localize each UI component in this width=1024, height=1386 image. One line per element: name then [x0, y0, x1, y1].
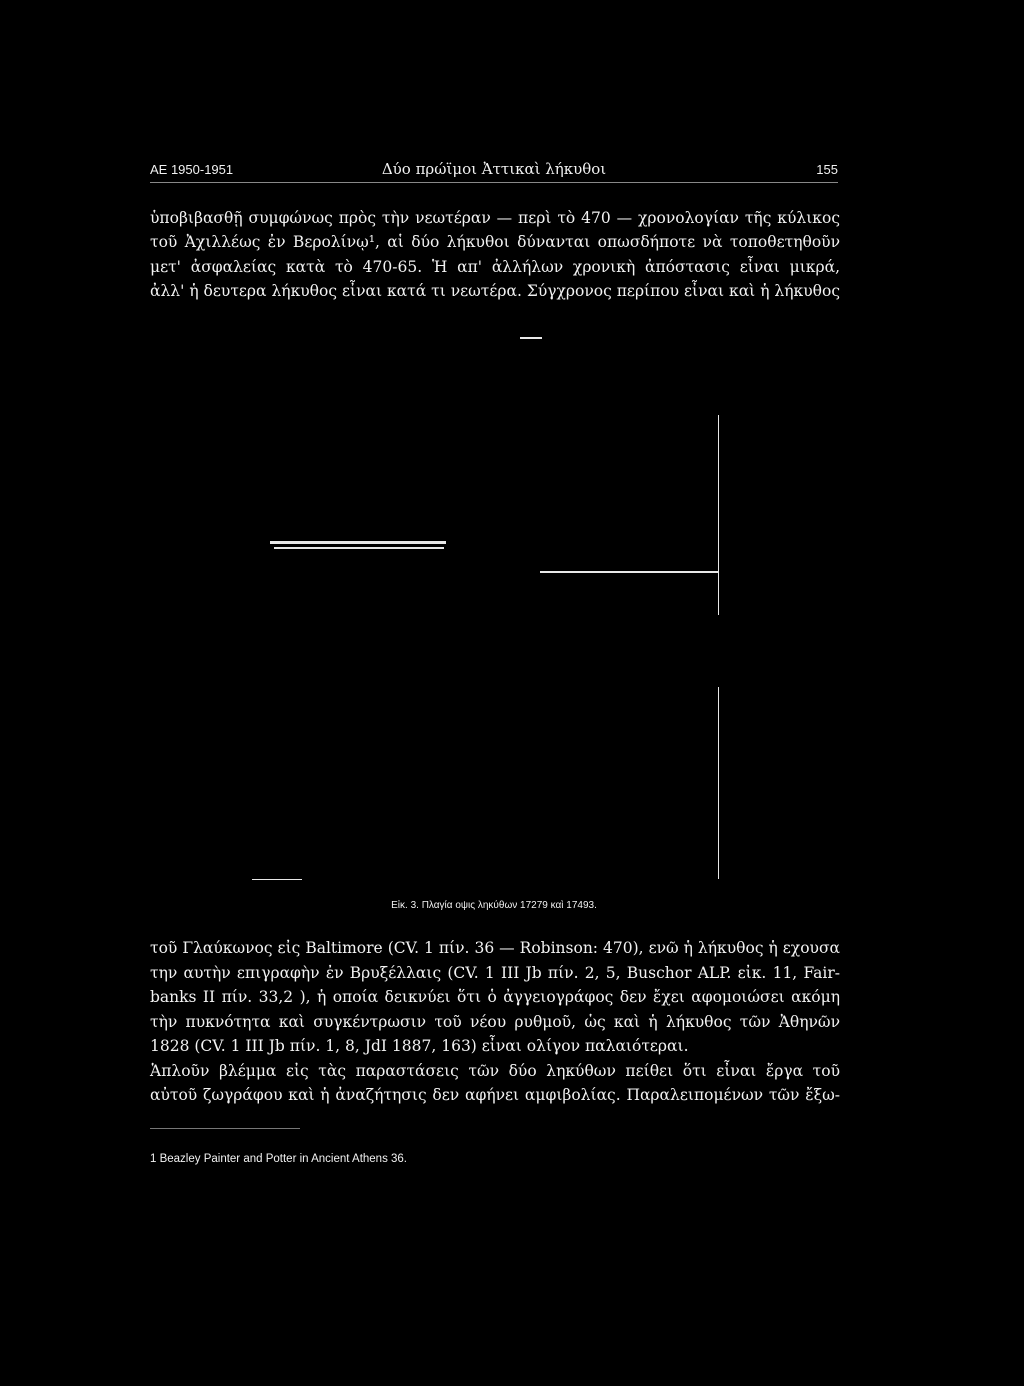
header-divider — [150, 182, 838, 183]
text-line: 1828 (CV. 1 III Jb πίν. 1, 8, JdI 1887, 163) εἶναι ολίγον παλαιότεραι. — [150, 1037, 689, 1055]
journal-label: ΑΕ 1950-1951 — [150, 162, 234, 177]
text-line: banks II πίν. 33,2 ), ἡ οποία δεικνύει ὅτι ὁ ἀγγειογράφος δεν ἔχει αφομοιώσει ακόμη — [150, 988, 840, 1006]
paragraph-top — [150, 206, 840, 303]
photo-artifact — [718, 687, 719, 879]
text-line: μετ' ἀσφαλείας κατὰ τὸ 470-65. Ἡ απ' ἀλλήλων χρονικὴ ἀπόστασις εἶναι μικρά, — [150, 257, 840, 276]
footnote-divider — [150, 1128, 300, 1129]
photo-artifact — [274, 547, 444, 549]
photo-artifact — [718, 415, 719, 615]
text-line: τοῦ Ἀχιλλέως ἐν Βερολίνῳ¹, αἱ δύο λήκυθοι δύνανται οπωσδήποτε νὰ τοποθετηθοῦν — [150, 233, 840, 252]
text-line: την αυτὴν επιγραφὴν ἐν Βρυξέλλαις (CV. 1 III Jb πίν. 2, 5, Buschor ALP. εἰκ. 11, Fair- — [150, 963, 840, 982]
running-header — [150, 158, 838, 182]
text-line: αὐτοῦ ζωγράφου καὶ ἡ ἀναζήτησις δεν αφήνει αμφιβολίας. Παραλειπομένων τῶν ἔξω- — [150, 1086, 840, 1104]
photo-artifact — [270, 541, 446, 544]
footnote: 1 Beazley Painter and Potter in Ancient Athens 36. — [150, 1153, 408, 1165]
text-line: ὑποβιβασθῇ συμφώνως πρὸς τὴν νεωτέραν — περὶ τὸ 470 — χρονολογίαν τῆς κύλικος — [150, 209, 840, 227]
photo-artifact — [520, 337, 542, 339]
photo-artifact — [540, 571, 718, 573]
paragraph-bottom — [150, 936, 840, 1108]
figure-photograph — [250, 335, 740, 895]
text-line: ἀλλ' ἡ δευτερα λήκυθος εἶναι κατά τι νεωτέρα. Σύγχρονος περίπου εἶναι καὶ ἡ λήκυθος — [150, 281, 840, 300]
running-title: Δύο πρώϊμοι Ἀττικαὶ λήκυθοι — [381, 160, 607, 178]
photo-artifact — [252, 879, 302, 880]
text-line: τοῦ Γλαύκωνος εἰς Baltimore (CV. 1 πίν. 36 — Robinson: 470), ενῶ ἡ λήκυθος ἡ εχουσα — [150, 939, 840, 957]
page-number: 155 — [816, 162, 838, 177]
text-line: τὴν πυκνότητα καὶ συγκέντρωσιν τοῦ νέου ρυθμοῦ, ὡς καὶ ἡ λήκυθος τῶν Ἀθηνῶν — [150, 1012, 840, 1031]
figure-caption: Εἰκ. 3. Πλαγία οψις ληκύθων 17279 καὶ 17493. — [391, 900, 597, 911]
text-line: Ἁπλοῦν βλέμμα εἰς τὰς παραστάσεις τῶν δύο ληκύθων πείθει ὅτι εἶναι ἔργα τοῦ — [150, 1061, 840, 1080]
